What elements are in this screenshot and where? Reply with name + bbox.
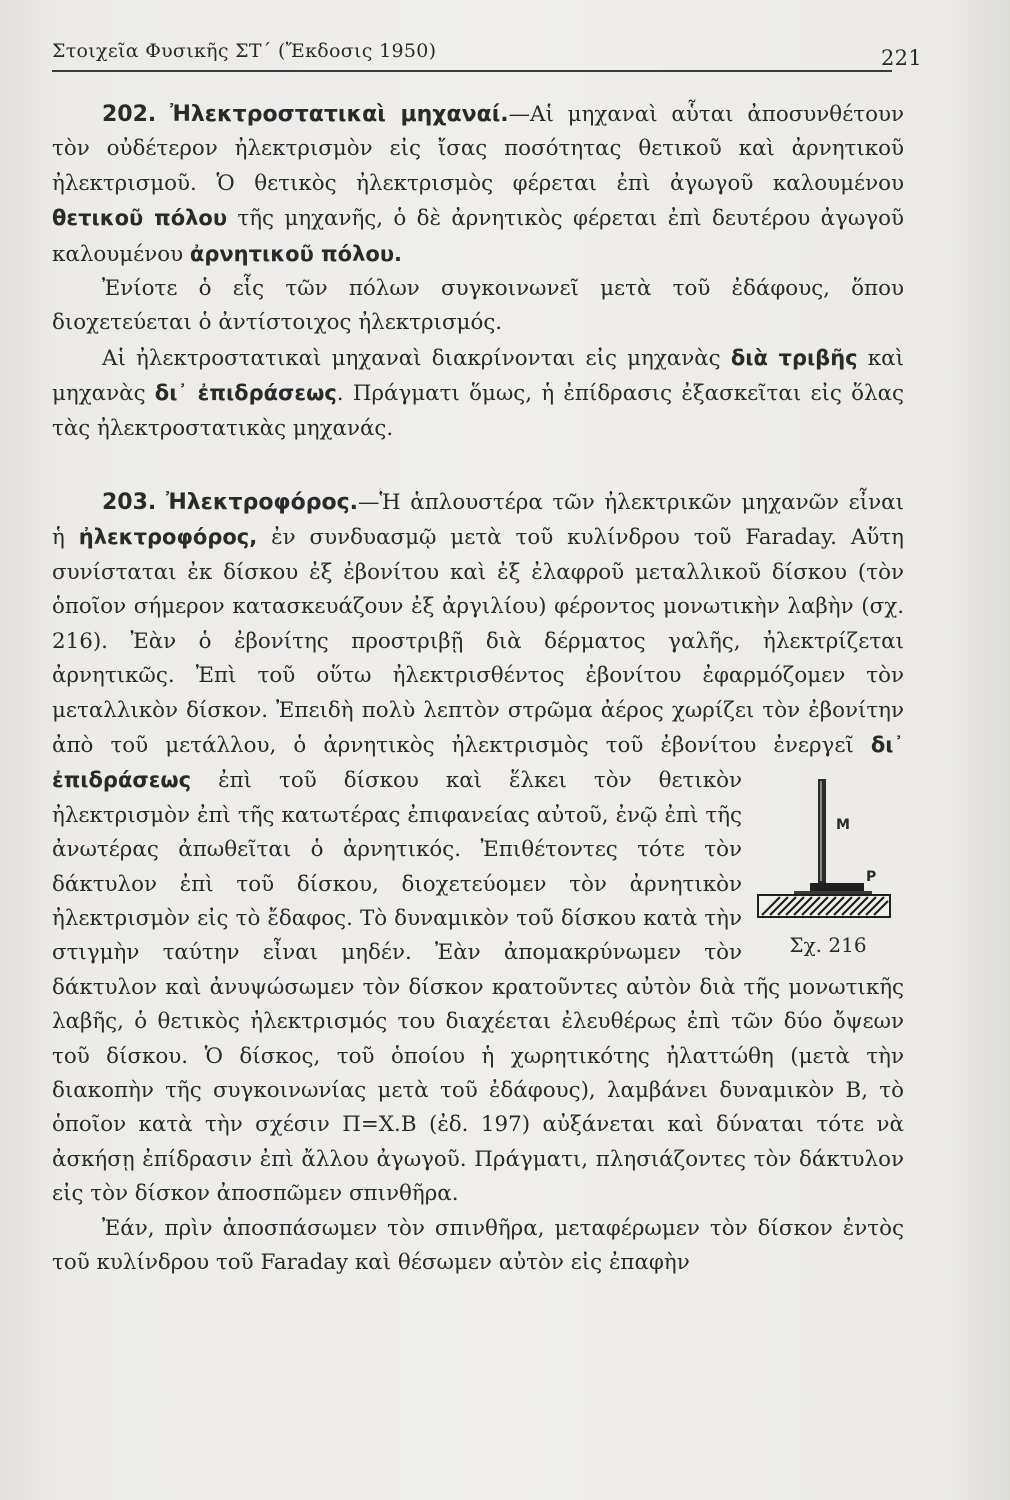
label-m: M <box>836 817 850 834</box>
section-203-number: 203. <box>102 490 157 516</box>
term-negative-pole: ἀρνητικοῦ πόλου. <box>189 241 402 266</box>
section-202-paragraph-2: Ἐνίοτε ὁ εἷς τῶν πόλων συγκοινωνεῖ μετὰ τοῦ ἐδάφους, ὅπου διοχετεύεται ὁ ἀντίστοιχος ἠλεκτρισμός. <box>52 276 904 336</box>
term-by-induction: δι᾿ ἐπιδράσεως <box>154 381 337 406</box>
text-run: ἐν συνδυασμῷ μετὰ τοῦ κυλίνδρου τοῦ Faraday. Αὕτη συνίσταται ἐκ δίσκου ἐξ ἐβονίτου καὶ ἐξ ἐλαφροῦ μεταλλικοῦ δίσκου (τὸν ὁποῖον σήμερον κατασκευάζουν ἐξ ἀργιλίου) φέροντος μονωτικὴν λαβὴν (σχ. 216). Ἐὰν ὁ ἐβονίτης προστριβῇ διὰ δέρματος γαλῆς, ἠλεκτρίζεται ἀρνητικῶς. Ἐπὶ τοῦ οὕτω ἠλεκτρισθέντος ἐβονίτου ἐφαρμόζομεν τὸν μεταλλικὸν δίσκον. Ἐπειδὴ πολὺ λεπτὸν στρῶμα ἀέρος χωρίζει τὸν ἐβονίτην ἀπὸ τοῦ μετάλλου, ὁ ἀρνητικὸς ἠλεκτρισμὸς τοῦ ἐβονίτου ἐνεργεῖ <box>52 525 904 758</box>
label-p: P <box>866 869 877 886</box>
section-203-paragraph-2: Ἐάν, πρὶν ἀποσπάσωμεν τὸν σπινθῆρα, μεταφέρωμεν τὸν δίσκον ἐντὸς τοῦ κυλίνδρου τοῦ Faraday καὶ θέσωμεν αὐτὸν εἰς ἐπαφὴν <box>52 1215 904 1275</box>
electrophorus-diagram <box>754 769 894 929</box>
text-run: . Πράγματι ὅμως, ἡ ἐπίδρασις ἐξασκεῖται εἰς ὅλας τὰς ἠλεκτροστατικὰς μηχανάς. <box>52 381 904 441</box>
section-203 <box>52 486 904 1280</box>
section-202-paragraph-3 <box>52 341 904 446</box>
text-run: τῆς μηχανῆς, ὁ δὲ ἀρνητικὸς φέρεται ἐπὶ δευτέρου ἀγωγοῦ καλουμένου <box>52 206 904 267</box>
figure-caption: Σχ. 216 <box>789 933 867 958</box>
text-run: —Αἱ μηχαναὶ αὗται ἀποσυνθέτουν τὸν οὐδέτερον ἠλεκτρισμὸν εἰς ἴσας ποσότητας θετικοῦ καὶ ἀρνητικοῦ ἠλεκτρισμοῦ. Ὁ θετικὸς ἠλεκτρισμὸς φέρεται ἐπὶ ἀγωγοῦ καλουμένου <box>52 102 904 196</box>
term-electrophorus: ἠλεκτροφόρος, <box>78 525 258 550</box>
section-202-number: 202. <box>102 102 157 127</box>
text-run: Αἱ ἠλεκτροστατικαὶ μηχαναὶ διακρίνονται εἰς μηχανὰς <box>102 345 731 371</box>
section-202-title: Ἠλεκτροστατικαὶ μηχαναί. <box>170 102 509 127</box>
section-202 <box>52 98 904 446</box>
section-gap <box>52 446 904 486</box>
term-by-friction: διὰ τριβῆς <box>730 345 858 370</box>
running-title: Στοιχεῖα Φυσικῆς ΣΤ΄ (Ἔκδοσις 1950) <box>52 40 437 62</box>
section-202-paragraph-1 <box>52 98 904 272</box>
ebonite-base <box>758 895 890 917</box>
page-body <box>52 98 904 1280</box>
running-header <box>52 40 922 70</box>
text-run: —Ἡ ἁπλουστέρα τῶν ἠλεκτρικῶν μηχανῶν εἶναι ἡ <box>52 490 904 551</box>
insulating-handle <box>818 779 826 883</box>
section-203-title: Ἠλεκτροφόρος. <box>165 490 359 516</box>
text-run: ἐπὶ τοῦ δίσκου καὶ ἕλκει τὸν θετικὸν ἠλεκτρισμὸν ἐπὶ τῆς κατωτέρας ἐπιφανείας αὐτοῦ, ἐνῷ ἐπὶ τῆς ἀνωτέρας ἀπωθεῖται ὁ ἀρνητικός. Ἐπιθέτοντες τότε τὸν δάκτυλον ἐπὶ τοῦ δίσκου, διοχετεύομεν τὸν ἀρνητικὸν ἠλεκτρισμὸν εἰς τὸ ἔδαφος. Τὸ δυναμικὸν τοῦ δίσκου κατὰ τὴν στιγμὴν ταύτην εἶναι μηδέν. Ἐὰν ἀπομακρύνωμεν τὸν δάκτυλον καὶ ἀνυψώσωμεν τὸν δίσκον κρατοῦντες αὐτὸν διὰ τῆς μονωτικῆς λαβῆς, ὁ θετικὸς ἠλεκτρισμός του διαχέεται ἐλευθέρως ἐπὶ τῶν δύο ὄψεων τοῦ δίσκου. Ὁ δίσκος, τοῦ ὁποίου ἡ χωρητικότης ἠλαττώθη (μετὰ τὴν διακοπὴν τῆς συγκοινωνίας μετὰ τοῦ ἐδάφους), λαμβάνει δυναμικὸν Β, τὸ ὁποῖον κατὰ τὴν σχέσιν Π=Χ.Β (ἐδ. 197) αὐξάνεται καὶ δύναται τότε νὰ ἀσκήσῃ ἐπίδρασιν ἐπὶ ἄλλου ἀγωγοῦ. Πράγματι, πλησιάζοντες τὸν δάκτυλον εἰς τὸν δίσκον ἀποσπῶμεν σπινθῆρα. <box>52 768 904 1207</box>
term-by-induction-2: δι᾿ ἐπιδράσεως <box>52 732 904 793</box>
text-run: καὶ μηχανὰς <box>52 345 904 407</box>
metal-disc <box>794 883 872 895</box>
section-203-paragraph-1 <box>52 486 904 1212</box>
figure-216 <box>754 769 902 963</box>
header-rule <box>52 70 892 72</box>
page-number: 221 <box>881 46 922 70</box>
term-positive-pole: θετικοῦ πόλου <box>52 206 228 231</box>
